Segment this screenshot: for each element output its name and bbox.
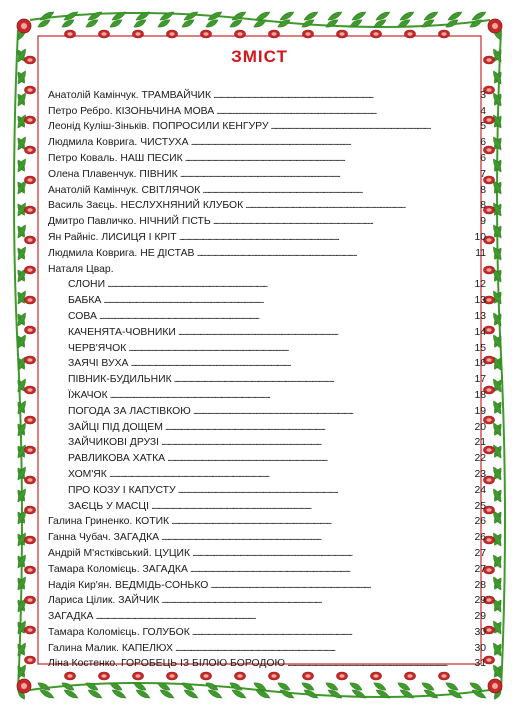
leaf-ornament — [16, 92, 28, 107]
toc-leader-dots — [178, 327, 470, 339]
toc-page-number: 27 — [474, 563, 486, 575]
corner-ornament — [492, 683, 498, 689]
bead-ornament — [305, 32, 310, 35]
toc-title: БАБКА — [68, 295, 102, 307]
toc-page-number: 10 — [474, 231, 486, 243]
toc-title: КАПЕЛЮХ — [121, 642, 173, 654]
toc-title: КІЗОНЬЧИНА МОВА — [115, 105, 215, 117]
toc-title: ЗАЙЧИКОВІ ДРУЗІ — [68, 437, 160, 449]
toc-entry — [48, 244, 486, 260]
corner-ornament — [21, 23, 27, 29]
bead-ornament — [27, 568, 32, 571]
toc-entry — [48, 323, 486, 339]
toc-leader-dots — [95, 611, 470, 623]
toc-leader-dots — [270, 121, 470, 133]
bead-ornament — [486, 478, 491, 481]
toc-entry — [48, 307, 486, 323]
toc-leader-dots — [287, 658, 470, 670]
bead-ornament — [27, 598, 32, 601]
bead-ornament — [441, 32, 446, 35]
bead-ornament — [237, 32, 242, 35]
toc-page-number: 26 — [474, 532, 486, 544]
toc-author: Лариса Цілик. — [48, 595, 116, 607]
toc-title: ПОПРОСИЛИ КЕНГУРУ — [152, 121, 269, 133]
toc-author: Ліна Костенко. — [48, 658, 119, 670]
bead-ornament — [27, 448, 32, 451]
toc-title: ЦУЦИК — [154, 547, 191, 559]
toc-leader-dots — [192, 627, 470, 639]
toc-entry — [48, 102, 486, 118]
toc-page-number: 16 — [474, 358, 486, 370]
toc-entry — [48, 291, 486, 307]
bead-ornament — [486, 358, 491, 361]
toc-title: НЕСЛУХНЯНИЙ КЛУБОК — [120, 200, 244, 212]
toc-page-number: 26 — [474, 516, 486, 528]
bead-ornament — [486, 238, 491, 241]
toc-author: Анатолій Камінчук. — [48, 184, 139, 196]
toc-leader-dots — [167, 453, 470, 465]
leaf-ornament — [491, 312, 503, 327]
toc-entry — [48, 481, 486, 497]
toc-title: ЇЖАЧОК — [68, 389, 108, 401]
toc-page-number: 31 — [474, 658, 486, 670]
toc-entry — [48, 418, 486, 434]
toc-leader-dots — [179, 232, 470, 244]
bead-ornament — [305, 674, 310, 677]
leaf-ornament — [16, 312, 28, 327]
leaf-ornament — [491, 642, 503, 657]
toc-leader-dots — [185, 153, 470, 165]
toc-author: Тамара Коломієць. — [48, 626, 140, 638]
toc-author: Василь Заєць. — [48, 200, 118, 212]
toc-title: ГОРОБЕЦЬ ІЗ БІЛОЮ БОРОДОЮ — [120, 658, 285, 670]
toc-leader-dots — [161, 437, 470, 449]
toc-leader-dots — [216, 106, 470, 118]
toc-title: СОВА — [68, 310, 97, 322]
toc-leader-dots — [103, 295, 470, 307]
toc-leader-dots — [178, 485, 470, 497]
toc-leader-dots — [174, 374, 470, 386]
toc-page-number: 6 — [480, 152, 486, 164]
bead-ornament — [67, 674, 72, 677]
bead-ornament — [27, 358, 32, 361]
toc-entry — [48, 639, 486, 655]
toc-page-number: 12 — [474, 279, 486, 291]
toc-title: ПОГОДА ЗА ЛАСТІВКОЮ — [68, 405, 191, 417]
toc-author: Галина Малик. — [48, 642, 119, 654]
toc-page-number: 9 — [480, 216, 486, 228]
toc-page-number: 13 — [474, 310, 486, 322]
bead-ornament — [27, 628, 32, 631]
toc-title: ПРО КОЗУ І КАПУСТУ — [68, 484, 176, 496]
toc-title: ХОМ'ЯК — [68, 468, 107, 480]
toc-page-number: 7 — [480, 168, 486, 180]
toc-title: КАЧЕНЯТА-ЧОВНИКИ — [68, 326, 176, 338]
toc-leader-dots — [109, 469, 470, 481]
bead-ornament — [27, 268, 32, 271]
bead-ornament — [27, 508, 32, 511]
toc-entry — [48, 118, 486, 134]
toc-entry — [48, 528, 486, 544]
toc-entry — [48, 560, 486, 576]
toc-leader-dots — [161, 595, 470, 607]
toc-title: ГОЛУБОК — [142, 626, 190, 638]
bead-ornament — [271, 674, 276, 677]
toc-title: ПІВНИК-БУДИЛЬНИК — [68, 374, 172, 386]
toc-entry — [48, 592, 486, 608]
leaf-ornament — [491, 70, 503, 85]
toc-page-number: 14 — [474, 326, 486, 338]
page-title: ЗМІСТ — [231, 47, 288, 66]
toc-author: Петро Ребро. — [48, 105, 113, 117]
toc-page-number: 22 — [474, 453, 486, 465]
toc-leader-dots — [130, 358, 470, 370]
toc-entry — [48, 181, 486, 197]
toc-page-number: 28 — [474, 579, 486, 591]
toc-title: ЗАГАДКА — [113, 532, 160, 544]
toc-leader-dots — [193, 406, 470, 418]
toc-title: ЗАЙЦІ ПІД ДОЩЕМ — [68, 421, 163, 433]
toc-leader-dots — [171, 516, 470, 528]
bead-ornament — [27, 538, 32, 541]
leaf-ornament — [16, 246, 28, 261]
bead-ornament — [67, 32, 72, 35]
toc-leader-dots — [202, 185, 470, 197]
toc-leader-dots — [151, 501, 470, 513]
toc-author: Людмила Коврига. — [48, 137, 138, 149]
toc-entry — [48, 449, 486, 465]
toc-entry — [48, 544, 486, 560]
toc-leader-dots — [196, 248, 470, 260]
leaf-ornament — [16, 642, 28, 657]
bead-ornament — [27, 238, 32, 241]
toc-author: Петро Коваль. — [48, 152, 118, 164]
bead-ornament — [486, 508, 491, 511]
toc-title: ТРАМВАЙЧИК — [141, 89, 212, 101]
toc-page-number: 30 — [474, 642, 486, 654]
toc-page-number: 15 — [474, 342, 486, 354]
toc-page-number: 21 — [474, 437, 486, 449]
bead-ornament — [27, 478, 32, 481]
toc-title: РАВЛИКОВА ХАТКА — [68, 453, 166, 465]
bead-ornament — [486, 388, 491, 391]
bead-ornament — [203, 674, 208, 677]
toc-leader-dots — [110, 390, 470, 402]
bead-ornament — [407, 32, 412, 35]
bead-ornament — [486, 658, 491, 661]
bead-ornament — [486, 448, 491, 451]
toc-page-number: 27 — [474, 547, 486, 559]
bead-ornament — [271, 32, 276, 35]
toc-entry — [48, 228, 486, 244]
toc-page-number: 25 — [474, 500, 486, 512]
leaf-ornament — [491, 554, 503, 569]
toc-author: Леонід Куліш-Зіньків. — [48, 121, 150, 133]
bead-ornament — [441, 674, 446, 677]
toc-page-number: 23 — [474, 468, 486, 480]
toc-leader-dots — [165, 422, 470, 434]
bead-ornament — [339, 32, 344, 35]
toc-title: ЗАЯЧІ ВУХА — [68, 358, 129, 370]
bead-ornament — [27, 88, 32, 91]
toc-entry — [48, 513, 486, 529]
toc-author: Дмитро Павличко. — [48, 216, 137, 228]
leaf-ornament — [491, 400, 503, 415]
toc-leader-dots — [213, 216, 470, 228]
toc-title: СВІТЛЯЧОК — [141, 184, 201, 196]
leaf-ornament — [491, 576, 503, 591]
toc-page-number: 18 — [474, 389, 486, 401]
bead-ornament — [27, 148, 32, 151]
bead-ornament — [373, 674, 378, 677]
bead-ornament — [169, 674, 174, 677]
bead-ornament — [486, 298, 491, 301]
bead-ornament — [135, 32, 140, 35]
corner-ornament — [21, 683, 27, 689]
toc-author: Андрій М'ястківський. — [48, 547, 152, 559]
toc-entry — [48, 497, 486, 513]
bead-ornament — [486, 418, 491, 421]
bead-ornament — [203, 32, 208, 35]
bead-ornament — [339, 674, 344, 677]
bead-ornament — [407, 674, 412, 677]
toc-entry — [48, 339, 486, 355]
toc-leader-dots — [128, 343, 470, 355]
toc-entry — [48, 655, 486, 671]
toc-entry — [48, 165, 486, 181]
toc-page-number: 17 — [474, 374, 486, 386]
toc-entry — [48, 212, 486, 228]
toc-page-number: 24 — [474, 484, 486, 496]
toc-page-number: 6 — [480, 137, 486, 149]
toc-page-number: 30 — [474, 626, 486, 638]
bead-ornament — [486, 538, 491, 541]
toc-entry — [48, 355, 486, 371]
toc-title: НЕ ДІСТАВ — [140, 247, 195, 259]
toc-title: ЗАГАДКА — [142, 563, 188, 575]
bead-ornament — [27, 178, 32, 181]
bead-ornament — [486, 88, 491, 91]
toc-author: Ян Райніс. — [48, 231, 99, 243]
bead-ornament — [27, 658, 32, 661]
toc-title: СЛОНИ — [68, 279, 106, 291]
toc-entry — [48, 86, 486, 102]
bead-ornament — [486, 568, 491, 571]
toc-page-number: 5 — [480, 121, 486, 133]
bead-ornament — [237, 674, 242, 677]
toc-author: Тамара Коломієць. — [48, 563, 140, 575]
toc-page-number: 8 — [480, 200, 486, 212]
toc-page-number: 20 — [474, 421, 486, 433]
toc-page-number: 13 — [474, 295, 486, 307]
toc-leader-dots — [192, 548, 470, 560]
toc-leader-dots — [175, 643, 470, 655]
toc-entry — [48, 149, 486, 165]
leaf-ornament — [16, 70, 28, 85]
toc-title: ЧИСТУХА — [140, 137, 189, 149]
toc-entry — [48, 386, 486, 402]
bead-ornament — [27, 328, 32, 331]
toc-title: НІЧНИЙ ГІСТЬ — [139, 216, 211, 228]
bead-ornament — [27, 118, 32, 121]
toc-title: ЗАЄЦЬ У МАСЦІ — [68, 500, 149, 512]
corner-ornament — [492, 23, 498, 29]
bead-ornament — [486, 178, 491, 181]
leaf-ornament — [491, 488, 503, 503]
bead-ornament — [27, 418, 32, 421]
bead-ornament — [135, 674, 140, 677]
toc-entry — [48, 197, 486, 213]
toc-title: ЗАЙЧИК — [118, 595, 160, 607]
bead-ornament — [373, 32, 378, 35]
bead-ornament — [27, 388, 32, 391]
toc-leader-dots — [99, 311, 470, 323]
toc-leader-dots — [191, 137, 470, 149]
bead-ornament — [486, 598, 491, 601]
toc-entry — [48, 607, 486, 623]
toc-page-number: 11 — [475, 247, 486, 259]
toc-entry — [48, 434, 486, 450]
bead-ornament — [169, 32, 174, 35]
toc-author: Надія Кир'ян. — [48, 579, 113, 591]
toc-author: Анатолій Камінчук. — [48, 89, 139, 101]
toc-leader-dots — [180, 169, 470, 181]
toc-leader-dots — [107, 279, 470, 291]
bead-ornament — [27, 298, 32, 301]
toc-title: ЗАГАДКА — [48, 611, 94, 623]
toc-title: ЧЕРВ'ЯЧОК — [68, 342, 127, 354]
toc-page-number: 4 — [480, 105, 486, 117]
bead-ornament — [486, 208, 491, 211]
bead-ornament — [101, 674, 106, 677]
toc-entry — [48, 623, 486, 639]
toc-leader-dots — [213, 90, 470, 102]
toc-page-number: 3 — [480, 89, 486, 101]
table-of-contents — [48, 86, 486, 670]
bead-ornament — [486, 628, 491, 631]
leaf-ornament — [16, 400, 28, 415]
toc-entry — [48, 402, 486, 418]
toc-title: ПІВНИК — [139, 168, 178, 180]
toc-title: НАШ ПЕСИК — [120, 152, 183, 164]
bead-ornament — [101, 32, 106, 35]
bead-ornament — [486, 148, 491, 151]
toc-author: Наталя Цвар. — [48, 263, 114, 275]
bead-ornament — [486, 328, 491, 331]
leaf-ornament — [16, 224, 28, 239]
toc-leader-dots — [245, 200, 470, 212]
bead-ornament — [486, 268, 491, 271]
toc-author: Людмила Коврига. — [48, 247, 138, 259]
toc-entry — [48, 133, 486, 149]
toc-leader-dots — [210, 580, 470, 592]
bead-ornament — [27, 208, 32, 211]
toc-leader-dots — [190, 564, 470, 576]
toc-author: Ганна Чубач. — [48, 532, 111, 544]
toc-entry — [48, 465, 486, 481]
toc-author: Олена Плавенчук. — [48, 168, 137, 180]
leaf-ornament — [491, 422, 503, 437]
toc-title: ЛИСИЦЯ І КРІТ — [101, 231, 177, 243]
toc-entry — [48, 276, 486, 292]
toc-page-number: 19 — [474, 405, 486, 417]
toc-page-number: 29 — [474, 611, 486, 623]
toc-page-number: 8 — [480, 184, 486, 196]
toc-author: Галина Гриненко. — [48, 516, 133, 528]
toc-title: ВЕДМІДЬ-СОНЬКО — [114, 579, 209, 591]
leaf-ornament — [16, 158, 28, 173]
toc-leader-dots — [161, 532, 470, 544]
toc-page-number: 29 — [474, 595, 486, 607]
bead-ornament — [486, 118, 491, 121]
toc-entry — [48, 370, 486, 386]
toc-entry — [48, 576, 486, 592]
toc-entry — [48, 260, 486, 276]
toc-title: КОТИК — [135, 516, 170, 528]
